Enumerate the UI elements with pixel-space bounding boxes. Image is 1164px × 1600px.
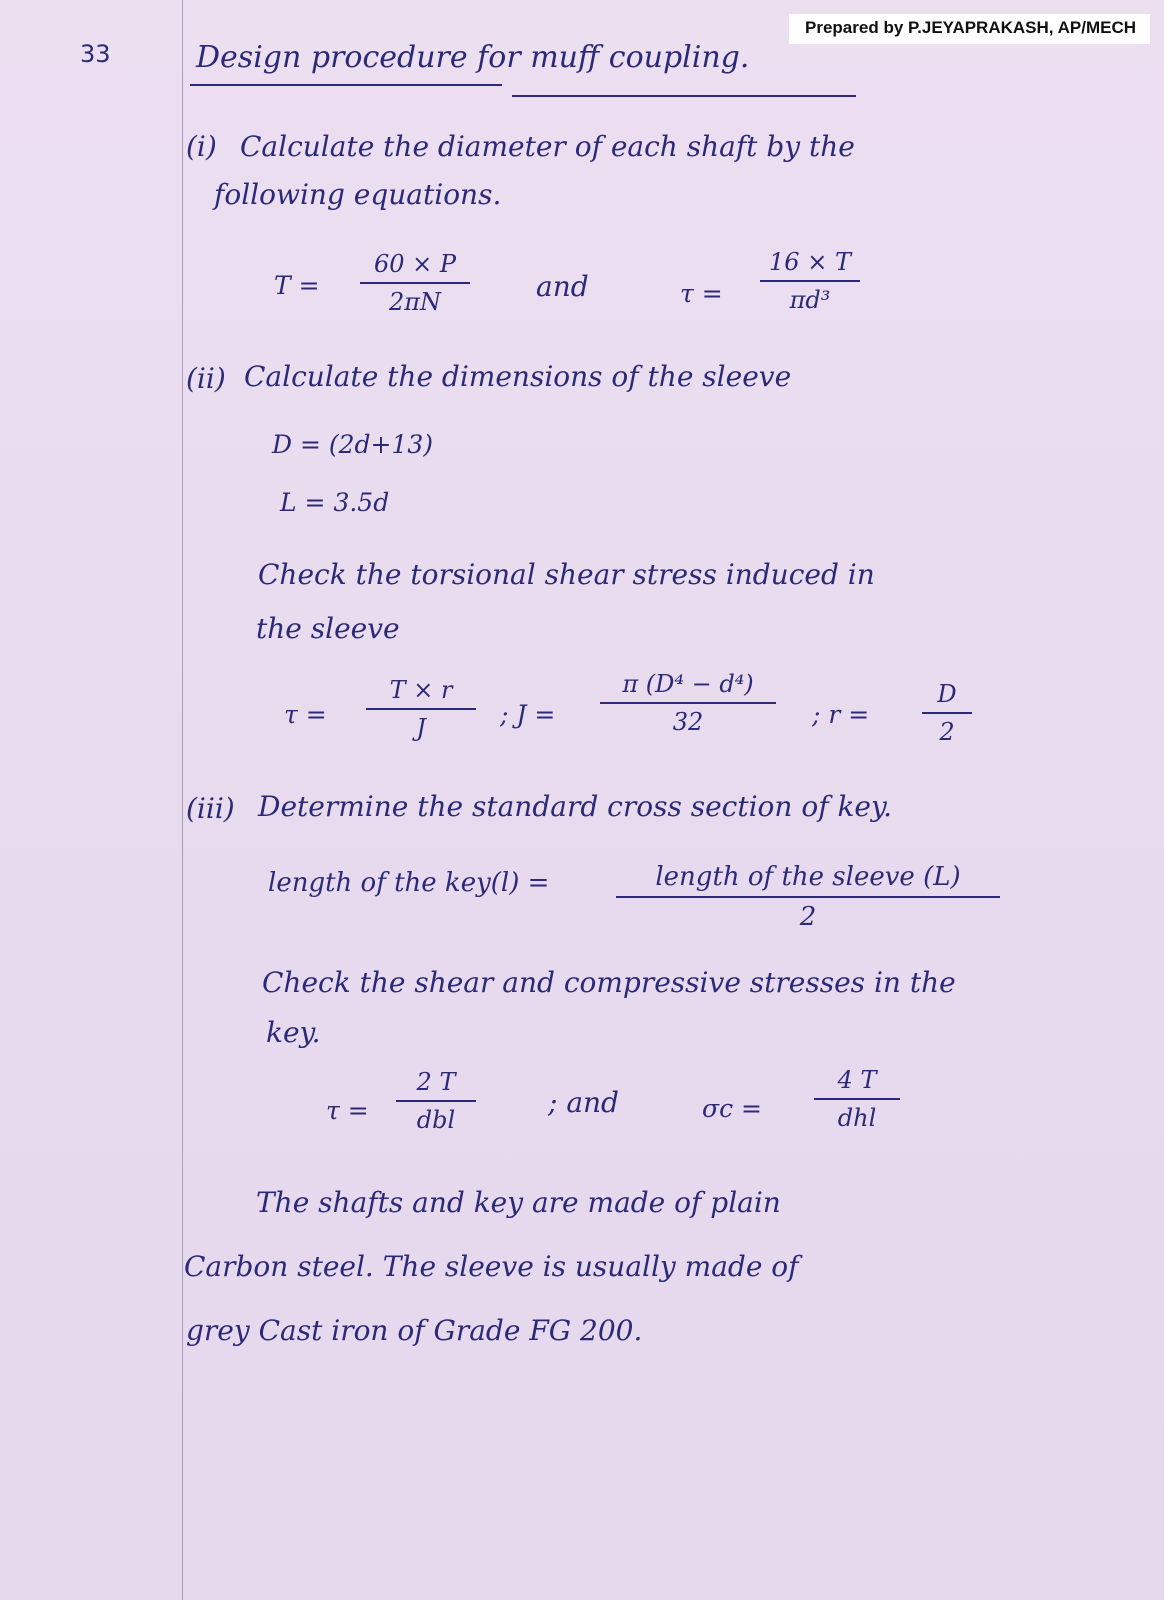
eq-tau-denominator: πd³ [789, 285, 831, 314]
title-underline-2 [512, 95, 856, 97]
eq-polar-moment-lhs: ; J = [500, 700, 556, 729]
note-line3: grey Cast iron of Grade FG 200. [186, 1314, 643, 1347]
key-length-lhs: length of the key(l) = [268, 868, 550, 898]
eq-key-compressive-fraction [814, 1066, 900, 1132]
margin-line [182, 0, 183, 1600]
eq-key-shear-lhs: τ = [326, 1096, 369, 1125]
eq-sleeve-tau-denominator: J [416, 713, 426, 742]
eq-sleeve-length: L = 3.5d [280, 488, 390, 517]
eq-radius-fraction [922, 680, 972, 746]
step3-label: (iii) [186, 792, 235, 825]
eq-torque-lhs: T = [274, 271, 320, 300]
eq-key-shear-numerator: 2 T [416, 1068, 456, 1096]
step3-check2: key. [266, 1016, 321, 1049]
key-length-fraction [616, 862, 1000, 932]
eq-sleeve-tau-lhs: τ = [284, 700, 327, 729]
fraction-bar [922, 712, 972, 714]
key-length-denominator: 2 [799, 901, 817, 932]
step2-check2: the sleeve [256, 612, 400, 645]
step3-and: ; and [548, 1086, 619, 1119]
eq-polar-moment-fraction [600, 670, 776, 736]
step2-label: (ii) [186, 362, 226, 395]
step1-line2: following equations. [214, 178, 502, 211]
eq-radius-lhs: ; r = [812, 700, 870, 729]
eq-tau-numerator: 16 × T [769, 248, 851, 276]
step3-line1: Determine the standard cross section of key. [258, 790, 893, 823]
step1-and: and [536, 270, 589, 303]
eq-key-shear-denominator: dbl [416, 1105, 456, 1134]
eq-tau-lhs: τ = [680, 279, 723, 308]
eq-polar-moment-denominator: 32 [672, 707, 704, 736]
prepared-by-banner: Prepared by P.JEYAPRAKASH, AP/MECH [789, 14, 1150, 44]
fraction-bar [366, 708, 476, 710]
eq-tau-fraction [760, 248, 860, 314]
eq-sleeve-tau-numerator: T × r [389, 676, 453, 704]
eq-torque-numerator: 60 × P [373, 250, 457, 278]
step2-line1: Calculate the dimensions of the sleeve [244, 360, 792, 393]
page-title: Design procedure for muff coupling. [196, 40, 750, 75]
step1-label: (i) [186, 130, 217, 163]
eq-torque-fraction [360, 250, 470, 316]
step3-check1: Check the shear and compressive stresses in the [262, 966, 956, 999]
eq-key-shear-fraction [396, 1068, 476, 1134]
eq-torque-denominator: 2πN [388, 287, 442, 316]
eq-key-compressive-lhs: σc = [702, 1094, 762, 1123]
step2-check1: Check the torsional shear stress induced in [258, 558, 875, 591]
fraction-bar [360, 282, 470, 284]
fraction-bar [760, 280, 860, 282]
eq-sleeve-tau-fraction [366, 676, 476, 742]
title-underline [190, 84, 502, 86]
eq-sleeve-diameter: D = (2d+13) [272, 430, 434, 459]
eq-radius-denominator: 2 [939, 717, 955, 746]
note-line1: The shafts and key are made of plain [256, 1186, 781, 1219]
fraction-bar [616, 896, 1000, 898]
eq-key-compressive-denominator: dhl [837, 1103, 877, 1132]
fraction-bar [600, 702, 776, 704]
step1-line1: Calculate the diameter of each shaft by the [240, 130, 855, 163]
note-line2: Carbon steel. The sleeve is usually made of [184, 1250, 799, 1283]
eq-key-compressive-numerator: 4 T [837, 1066, 877, 1094]
key-length-numerator: length of the sleeve (L) [655, 862, 961, 892]
fraction-bar [814, 1098, 900, 1100]
page-number: 33 [80, 40, 111, 68]
eq-polar-moment-numerator: π (D⁴ − d⁴) [622, 670, 754, 698]
eq-radius-numerator: D [937, 680, 957, 708]
fraction-bar [396, 1100, 476, 1102]
